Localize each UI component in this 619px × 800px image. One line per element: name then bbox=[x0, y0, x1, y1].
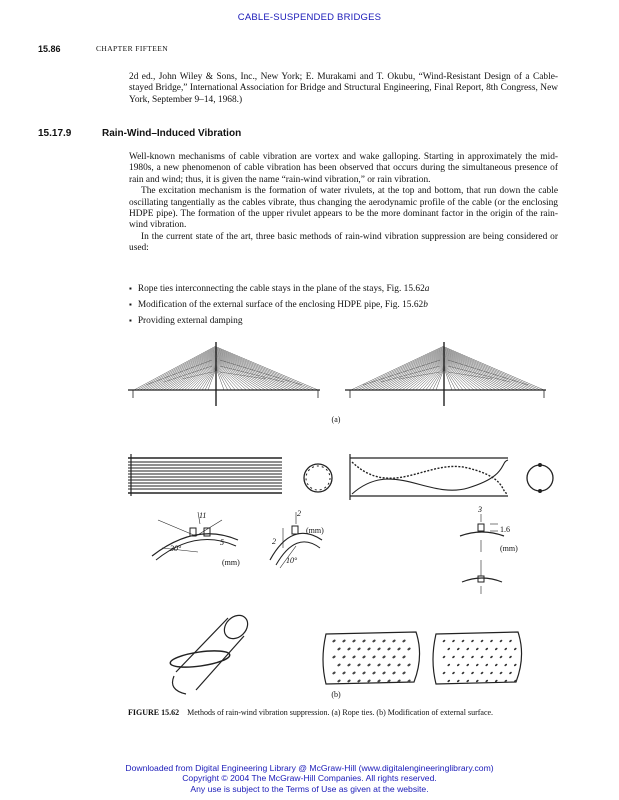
list-item: ▪ Modification of the external surface of the enclosing HDPE pipe, Fig. 15.62b bbox=[129, 297, 558, 313]
paragraph-2: The excitation mechanism is the formation of water rivulets, at the top and bottom, that run down the cable oscillating tangentially as the cables vibrate, thus changing the aerodynamic profile of the cable (or the enclosing HDPE pipe). The formation of the upper rivulet appears to be the more dominant factor in the origin of the rain-wind vibration. bbox=[129, 186, 558, 231]
rib-detail-3 bbox=[460, 514, 504, 594]
grooved-pipe-section bbox=[304, 464, 332, 492]
section-number: 15.17.9 bbox=[38, 128, 72, 139]
pipe-longitudinal-grooves bbox=[128, 454, 282, 496]
paragraph-3: In the current state of the art, three basic methods of rain-wind vibration suppression are being considered or used: bbox=[129, 231, 558, 254]
caption-text: Methods of rain-wind vibration suppression. (a) Rope ties. (b) Modification of external surface. bbox=[187, 708, 494, 717]
figure-15-62 bbox=[0, 330, 619, 705]
pipe-helical-rivulet bbox=[350, 454, 508, 500]
dim-2-top: 2 bbox=[297, 509, 301, 518]
list-item: ▪ Providing external damping bbox=[129, 313, 558, 329]
helical-pipe-section bbox=[527, 464, 553, 493]
rib-detail-1 bbox=[152, 512, 238, 560]
dim-unit-1: (mm) bbox=[222, 558, 240, 567]
figure-number: FIGURE 15.62 bbox=[128, 708, 180, 717]
reference-continuation: 2d ed., John Wiley & Sons, Inc., New York; E. Murakami and T. Okubu, “Wind-Resistant Design of a Cable-stayed Bridge,” International Association for Bridge and Structural Engineering, Final Report, 8th Congress, New York, September 9–14, 1968.) bbox=[129, 72, 558, 105]
rope-tie-sketch bbox=[169, 611, 252, 694]
dimple-pattern-2 bbox=[442, 639, 517, 682]
paragraph-1: Well-known mechanisms of cable vibration are vortex and wake galloping. Starting in approximately the mid-1980s, a new phenomenon of cable vibration has been observed that occurs during the simultaneous presence of rain and wind; thus, it is given the name “rain-wind vibration,” or rain vibration. bbox=[129, 152, 558, 185]
dim-10deg: 10° bbox=[286, 556, 298, 565]
download-footer bbox=[0, 763, 619, 794]
dim-11: 11 bbox=[199, 511, 207, 520]
figure-label-b: (b) bbox=[331, 690, 341, 699]
method-list bbox=[129, 281, 558, 329]
dim-5: 5 bbox=[220, 538, 224, 547]
page-number: 15.86 bbox=[38, 44, 61, 54]
footer-line-2: Copyright © 2004 The McGraw-Hill Companies. All rights reserved. bbox=[182, 773, 437, 784]
dim-unit-2: (mm) bbox=[306, 526, 324, 535]
dim-3: 3 bbox=[478, 505, 482, 514]
figure-caption bbox=[128, 708, 493, 717]
section-body bbox=[129, 152, 558, 255]
footer-line-3: Any use is subject to the Terms of Use as given at the website. bbox=[190, 783, 429, 794]
dim-unit-3: (mm) bbox=[500, 544, 518, 553]
dim-2-side: 2 bbox=[272, 537, 276, 546]
running-title: CABLE-SUSPENDED BRIDGES bbox=[237, 12, 382, 23]
footer-line-1: Downloaded from Digital Engineering Library @ McGraw-Hill (www.digitalengineeringlibrary.com) bbox=[125, 763, 494, 773]
chapter-label: CHAPTER FIFTEEN bbox=[96, 44, 169, 53]
section-title: Rain-Wind–Induced Vibration bbox=[102, 128, 242, 139]
list-item: ▪ Rope ties interconnecting the cable stays in the plane of the stays, Fig. 15.62a bbox=[129, 281, 558, 297]
dimple-pattern-1 bbox=[332, 639, 411, 683]
figure-label-a: (a) bbox=[331, 415, 341, 424]
dim-30deg: 30° bbox=[170, 544, 182, 553]
dimpled-pipe-2 bbox=[433, 632, 522, 684]
dim-1-6: 1.6 bbox=[500, 525, 510, 534]
cable-stayed-bridge-elevations bbox=[128, 342, 546, 406]
